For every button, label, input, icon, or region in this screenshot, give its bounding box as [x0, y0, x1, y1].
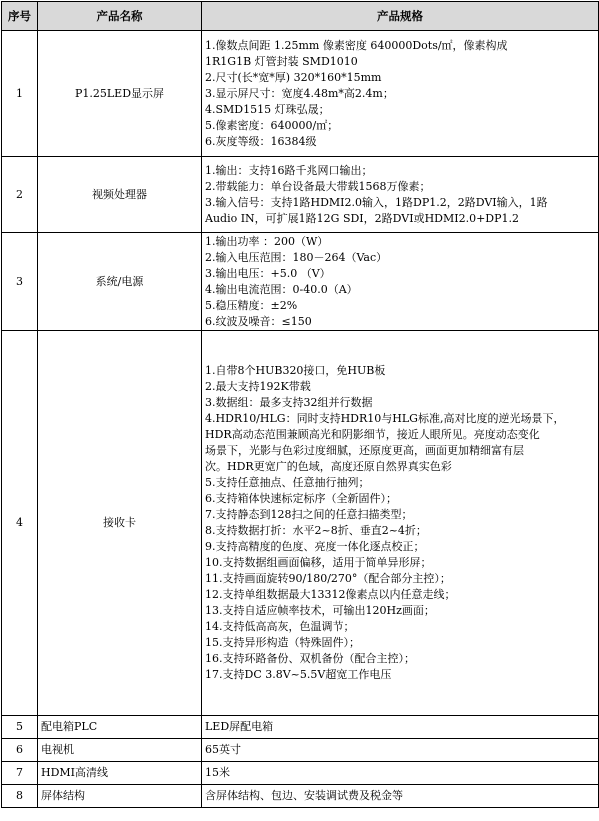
spec-line: 9.支持高精度的色度、亮度一体化逐点校正； [205, 540, 425, 553]
row-number: 4 [2, 331, 38, 716]
spec-line: 2.带载能力：单台设备最大带载1568万像素； [205, 179, 431, 193]
spec-line: 6.灰度等级：16384级 [205, 134, 317, 148]
spec-line: 11.支持画面旋转90/180/270°（配合部分主控）； [205, 572, 451, 585]
table-row [2, 739, 599, 762]
product-spec [202, 785, 599, 808]
spec-line: 次。HDR更宽广的色域，高度还原自然界真实色彩 [205, 460, 452, 473]
spec-line: 1R1G1B 灯管封装 SMD1010 [205, 54, 358, 68]
spec-line: 10.支持数据组画面偏移，适用于简单异形屏； [205, 556, 432, 569]
row-number: 3 [2, 233, 38, 331]
spec-line: 17.支持DC 3.8V~5.5V超宽工作电压 [205, 668, 392, 681]
spec-line: 7.支持静态到128扫之间的任意扫描类型； [205, 508, 413, 521]
product-name: HDMI高清线 [38, 762, 202, 785]
spec-line: 12.支持单组数据最大13312像素点以内任意走线； [205, 588, 456, 601]
spec-line: 14.支持低高高灰，色温调节； [205, 620, 355, 633]
row-number: 7 [2, 762, 38, 785]
product-spec [202, 331, 599, 716]
spec-line: 3.输出电压：+5.0 （V） [205, 266, 331, 280]
table-row [2, 716, 599, 739]
product-name: 屏体结构 [38, 785, 202, 808]
row-number: 6 [2, 739, 38, 762]
spec-line: 4.HDR10/HLG：同时支持HDR10与HLG标准,高对比度的逆光场景下， [205, 412, 565, 425]
table-row [2, 785, 599, 808]
spec-line: 15米 [205, 766, 230, 779]
spec-line: 场景下，光影与色彩过度细腻，还原度更高，画面更加精细富有层 [205, 444, 524, 457]
header-no: 序号 [2, 2, 38, 31]
header-row [2, 2, 599, 31]
spec-line: 1.输出功率 ：200（W） [205, 234, 329, 248]
product-spec [202, 739, 599, 762]
spec-line: 15.支持异形构造（特殊固件）； [205, 636, 360, 649]
spec-line: LED屏配电箱 [205, 720, 274, 733]
spec-line: 6.支持箱体快速标定标序（全新固件）； [205, 492, 397, 505]
spec-line: 3.输入信号：支持1路HDMI2.0输入，1路DP1.2，2路DVI输入，1路 [205, 195, 548, 209]
spec-line: 2.最大支持192K带载 [205, 380, 311, 393]
spec-line: 2.尺寸(长*宽*厚) 320*160*15mm [205, 70, 382, 84]
spec-line: 5.支持任意抽点、任意抽行抽列； [205, 476, 370, 489]
spec-line: 含屏体结构、包边、安装调试费及税金等 [205, 789, 403, 802]
spec-line: 2.输入电压范围：180－264（Vac） [205, 250, 388, 264]
spec-line: HDR高动态范围兼顾高光和阴影细节，接近人眼所见。亮度动态变化 [205, 428, 540, 441]
product-spec [202, 716, 599, 739]
table-row [2, 31, 599, 157]
product-name: P1.25LED显示屏 [38, 31, 202, 157]
spec-line: 4.输出电流范围：0-40.0（A） [205, 282, 358, 296]
spec-line: Audio IN，可扩展1路12G SDI，2路DVI或HDMI2.0+DP1.2 [205, 211, 520, 225]
product-name: 配电箱PLC [38, 716, 202, 739]
product-spec [202, 233, 599, 331]
spec-line: 1.自带8个HUB320接口，免HUB板 [205, 364, 386, 377]
row-number: 2 [2, 157, 38, 233]
spec-line: 3.显示屏尺寸：宽度4.48m*高2.4m； [205, 86, 394, 100]
table-row [2, 233, 599, 331]
spec-line: 16.支持环路备份、双机备份（配合主控）； [205, 652, 415, 665]
spec-line: 4.SMD1515 灯珠弘晟； [205, 102, 330, 116]
table-row [2, 762, 599, 785]
spec-line: 3.数据组：最多支持32组并行数据 [205, 396, 373, 409]
spec-line: 65英寸 [205, 743, 241, 756]
product-name: 接收卡 [38, 331, 202, 716]
row-number: 8 [2, 785, 38, 808]
spec-line: 6.纹波及噪音：≤150 [205, 314, 312, 328]
spec-line: 1.输出：支持16路千兆网口输出； [205, 163, 373, 177]
spec-line: 1.像数点间距 1.25mm 像素密度 640000Dots/㎡，像素构成 [205, 38, 508, 52]
spec-line: 5.稳压精度：±2% [205, 298, 298, 312]
product-name: 视频处理器 [38, 157, 202, 233]
product-name: 系统/电源 [38, 233, 202, 331]
product-name: 电视机 [38, 739, 202, 762]
table-row [2, 157, 599, 233]
product-spec [202, 762, 599, 785]
product-spec [202, 157, 599, 233]
header-spec: 产品规格 [202, 2, 599, 31]
table-row [2, 331, 599, 716]
product-spec [202, 31, 599, 157]
product-spec-table [1, 1, 599, 808]
header-name: 产品名称 [38, 2, 202, 31]
spec-line: 8.支持数据打折：水平2~8折、垂直2~4折； [205, 524, 427, 537]
row-number: 5 [2, 716, 38, 739]
spec-line: 13.支持自适应帧率技术，可输出120Hz画面； [205, 604, 435, 617]
row-number: 1 [2, 31, 38, 157]
spec-line: 5.像素密度：640000/㎡； [205, 118, 339, 132]
